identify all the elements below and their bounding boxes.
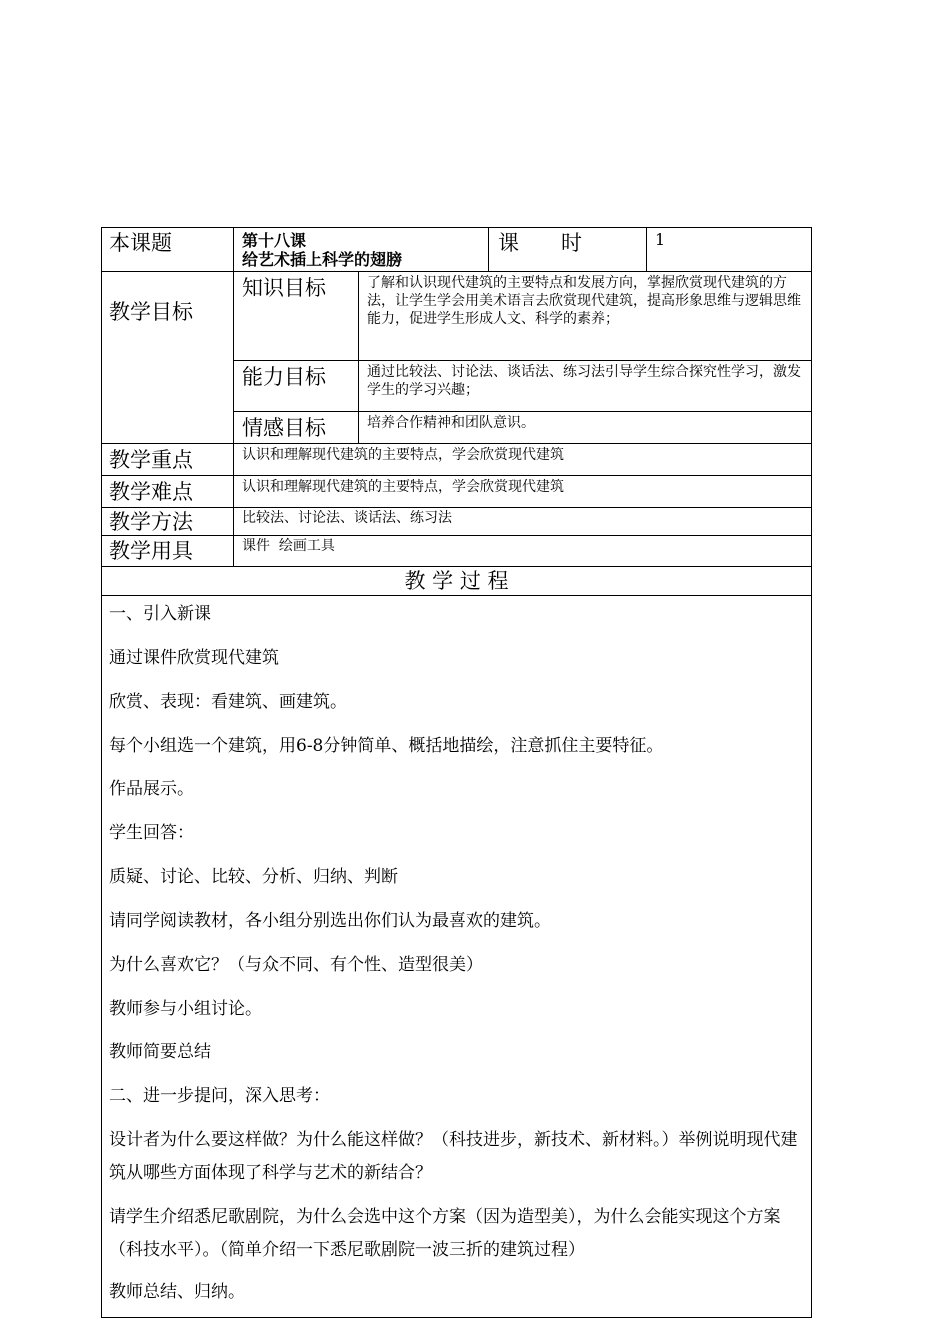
table-border-right	[811, 227, 812, 1318]
process-line: 欣赏、表现：看建筑、画建筑。	[109, 692, 347, 712]
process-line: 学生回答：	[109, 823, 194, 843]
process-line: 教师简要总结	[109, 1042, 211, 1062]
emotion-goal-text: 培养合作精神和团队意识。	[367, 415, 535, 431]
knowledge-goal-text: 了解和认识现代建筑的主要特点和发展方向，掌握欣赏现代建筑的方法，让学生学会用美术语言去欣赏现代建筑，提高形象思维与逻辑思维能力，促进学生形成人文、科学的素养；	[367, 275, 801, 327]
process-line: 二、进一步提问，深入思考：	[109, 1086, 330, 1106]
key-point-text: 认识和理解现代建筑的主要特点，学会欣赏现代建筑	[242, 447, 564, 463]
hours-value: 1	[655, 230, 666, 249]
topic-line-2: 给艺术插上科学的翅膀	[242, 250, 403, 269]
row-line-process-title	[101, 595, 812, 596]
key-point-label: 教学重点	[109, 448, 193, 472]
process-line: 每个小组选一个建筑，用6-8分钟简单、概括地描绘，注意抓住主要特征。	[109, 736, 664, 756]
method-label: 教学方法	[109, 510, 193, 534]
process-line: 请学生介绍悉尼歌剧院，为什么会选中这个方案（因为造型美），为什么会能实现这个方案（科技水平）。（简单介绍一下悉尼歌剧院一波三折的建筑过程）	[109, 1207, 781, 1260]
knowledge-goal-label: 知识目标	[242, 276, 326, 300]
tools-label: 教学用具	[109, 539, 193, 563]
difficult-point-label: 教学难点	[109, 480, 193, 504]
table-border-bottom	[101, 1317, 812, 1318]
process-line: 为什么喜欢它？（与众不同、有个性、造型很美）	[109, 955, 483, 975]
process-line: 教师总结、归纳。	[109, 1282, 245, 1302]
process-line: 一、引入新课	[109, 604, 211, 624]
ability-goal-text: 通过比较法、讨论法、谈话法、练习法引导学生综合探究性学习，激发学生的学习兴趣；	[367, 364, 801, 398]
difficult-point-text: 认识和理解现代建筑的主要特点，学会欣赏现代建筑	[242, 479, 564, 495]
process-line: 设计者为什么要这样做？为什么能这样做？（科技进步，新技术、新材料。）举例说明现代建筑从哪些方面体现了科学与艺术的新结合？	[109, 1130, 798, 1183]
process-line: 质疑、讨论、比较、分析、归纳、判断	[109, 867, 398, 887]
topic-line-1: 第十八课	[242, 231, 307, 250]
emotion-goal-label: 情感目标	[242, 416, 326, 440]
topic-label: 本课题	[109, 231, 172, 255]
topic-title	[234, 228, 488, 271]
process-line: 教师参与小组讨论。	[109, 999, 262, 1019]
process-line: 通过课件欣赏现代建筑	[109, 648, 279, 668]
tools-text: 课件 绘画工具	[242, 538, 335, 554]
table-border-left	[101, 227, 102, 1318]
hours-label: 课 时	[498, 231, 582, 255]
process-title: 教 学 过 程	[404, 569, 509, 593]
process-line: 作品展示。	[109, 779, 194, 799]
process-line: 请同学阅读教材，各小组分别选出你们认为最喜欢的建筑。	[109, 911, 551, 931]
method-text: 比较法、讨论法、谈话法、练习法	[242, 510, 452, 526]
goals-label: 教学目标	[109, 300, 193, 324]
ability-goal-label: 能力目标	[242, 365, 326, 389]
